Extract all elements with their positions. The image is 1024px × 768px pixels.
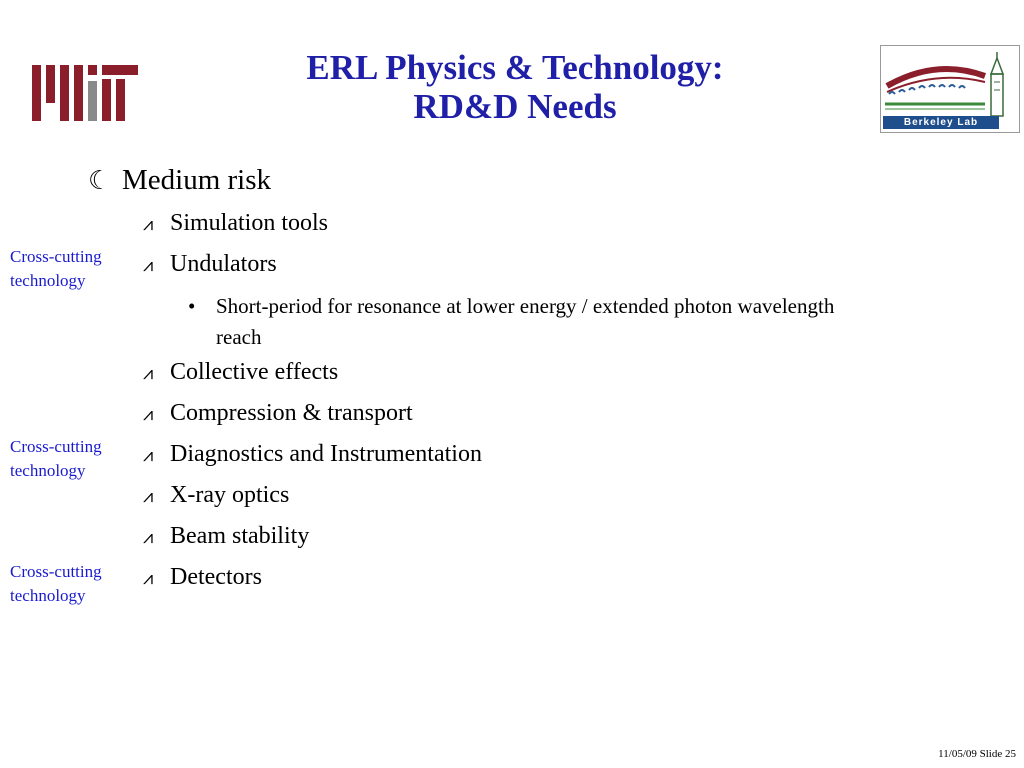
list-item: [143, 523, 309, 550]
side-note-cross-cutting: [10, 560, 102, 608]
side-note-line: Cross-cutting: [10, 437, 102, 456]
side-note-line: Cross-cutting: [10, 247, 102, 266]
arrow-bullet-icon: ⩘: [143, 445, 154, 465]
arrow-bullet-icon: ⩘: [143, 255, 154, 275]
list-item-label: Simulation tools: [170, 210, 329, 236]
side-note-line: technology: [10, 461, 86, 480]
list-item: [143, 400, 413, 427]
side-note-cross-cutting: [10, 245, 102, 293]
list-item-label: Undulators: [170, 251, 277, 277]
side-note-line: technology: [10, 586, 86, 605]
list-item: [143, 482, 289, 509]
list-item: [143, 441, 482, 468]
list-item-label: X-ray optics: [170, 482, 290, 508]
heading-text: Medium risk: [122, 164, 272, 196]
list-item: [143, 210, 328, 237]
side-note-cross-cutting: [10, 435, 102, 483]
side-note-line: technology: [10, 271, 86, 290]
side-note-line: Cross-cutting: [10, 562, 102, 581]
list-item: [143, 564, 262, 591]
slide-footer: 11/05/09 Slide 25: [938, 748, 1016, 760]
list-item: [143, 251, 277, 278]
title-line-1: ERL Physics & Technology:: [306, 48, 724, 87]
arrow-bullet-icon: ⩘: [143, 486, 154, 506]
list-item-label: Compression & transport: [170, 400, 413, 426]
list-item-label: Diagnostics and Instrumentation: [170, 441, 482, 467]
sub-list-item: [188, 291, 868, 353]
arrow-bullet-icon: ⩘: [143, 527, 154, 547]
arrow-bullet-icon: ⩘: [143, 214, 154, 234]
list-item-label: Beam stability: [170, 523, 310, 549]
heading-medium-risk: [88, 164, 271, 197]
list-item-label: Collective effects: [170, 359, 339, 385]
arrow-bullet-icon: ⩘: [143, 404, 154, 424]
berkeley-lab-wordmark: Berkeley Lab: [883, 116, 999, 129]
arrow-bullet-icon: ⩘: [143, 363, 154, 383]
arrow-bullet-icon: ⩘: [143, 568, 154, 588]
title-line-2: RD&D Needs: [413, 87, 617, 126]
list-item: [143, 359, 338, 386]
list-item-label: Detectors: [170, 564, 262, 590]
dot-bullet-icon: •: [188, 294, 196, 318]
sub-list-item-text: Short-period for resonance at lower energy / extended photon wavelength reach: [216, 294, 835, 349]
moon-bullet-icon: ☾: [88, 166, 112, 195]
